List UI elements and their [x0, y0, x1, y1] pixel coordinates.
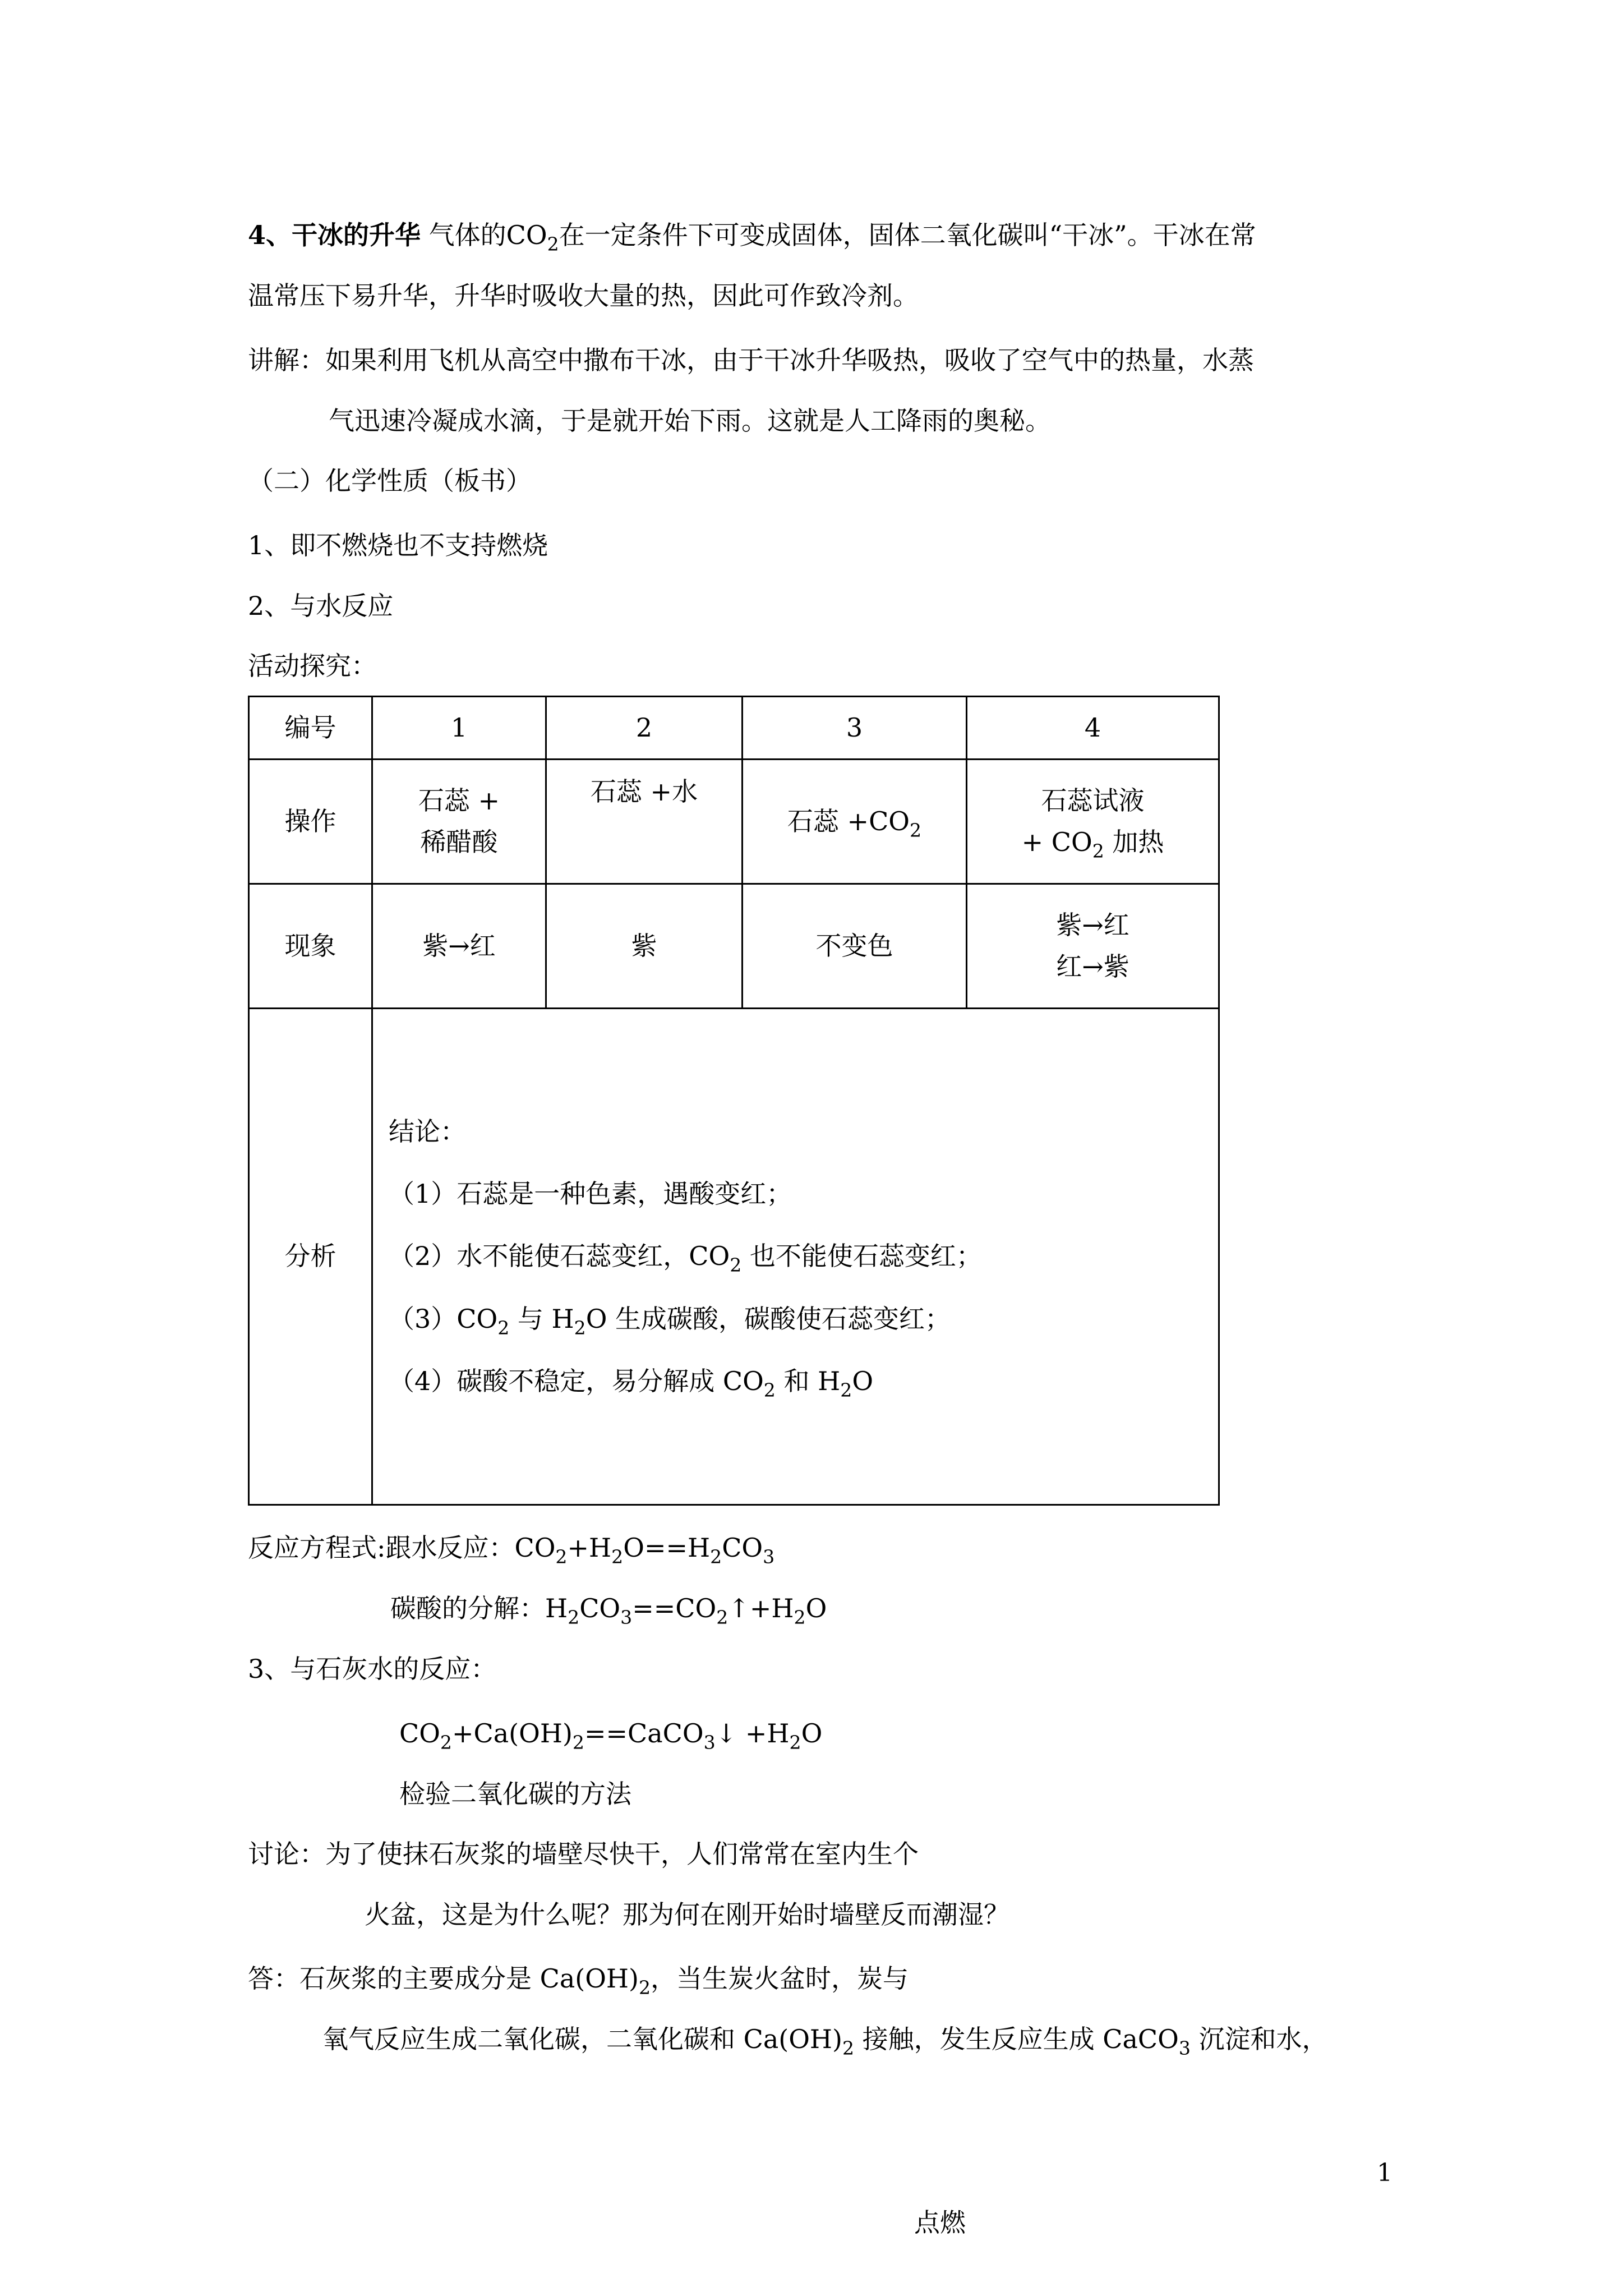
table-row — [249, 697, 1219, 760]
discuss-line2: 火盆，这是为什么呢？那为何在刚开始时墙壁反而潮湿？ — [365, 1899, 1009, 1930]
section4-title: 4、干冰的升华 — [248, 220, 421, 250]
activity-label: 活动探究： — [248, 651, 377, 681]
explain-line1: 讲解：如果利用飞机从高空中撒布干冰，由于干冰升华吸热，吸收了空气中的热量，水蒸 — [248, 345, 1254, 375]
table-row — [249, 760, 1219, 884]
cell-phenomenon-2: 紫 — [546, 884, 743, 1009]
conclusion-point-1: （1）石蕊是一种色素，遇酸变红； — [389, 1179, 792, 1209]
page-number: 1 — [1377, 2159, 1393, 2187]
explain-line2: 气迅速冷凝成水滴，于是就开始下雨。这就是人工降雨的奥秘。 — [329, 406, 1051, 436]
table-row — [249, 1009, 1219, 1505]
experiment-table — [248, 696, 1220, 1506]
answer-line1: 答：石灰浆的主要成分是 $Ca(OH)_2$，当生炭火盆时，炭与 — [248, 1963, 909, 1999]
equation-water: 反应方程式:跟水反应：$CO_2+H_2O==H_2CO_3$ — [248, 1533, 775, 1568]
discuss-line1: 讨论：为了使抹石灰浆的墙壁尽快干，人们常常在室内生个 — [248, 1839, 919, 1869]
cell-number-4: 4 — [967, 697, 1219, 760]
cell-label-number: 编号 — [249, 697, 372, 760]
equation-decompose: 碳酸的分解：$H_2CO_3==CO_2↑+H_2O$ — [390, 1593, 827, 1628]
conclusion-point-2: （2）水不能使石蕊变红，$CO_2$ 也不能使石蕊变红； — [389, 1241, 982, 1276]
footer-word: 点燃 — [914, 2207, 966, 2238]
answer-line2: 氧气反应生成二氧化碳，二氧化碳和 $Ca(OH)_2$ 接触，发生反应生成 CaCO$_3$ 沉淀和水， — [322, 2024, 1328, 2059]
cell-phenomenon-4: 紫→红 红→紫 — [967, 884, 1219, 1009]
cell-analysis — [372, 1009, 1219, 1505]
conclusion-point-4: （4）碳酸不稳定，易分解成 $CO_2$ 和 $H_2O$ — [389, 1365, 874, 1401]
cell-label-operation: 操作 — [249, 760, 372, 884]
section4-line2: 温常压下易升华，升华时吸收大量的热，因此可作致冷剂。 — [248, 280, 919, 311]
conclusion-label: 结论： — [389, 1116, 466, 1147]
section4-line1: 4、干冰的升华 气体的$CO_2$在一定条件下可变成固体，固体二氧化碳叫“干冰”。干冰在常 — [248, 220, 1256, 255]
conclusion-point-3: $(3)CO_2$ 与 $H_2O$ 生成碳酸，碳酸使石蕊变红； — [389, 1303, 951, 1339]
cell-number-1: 1 — [372, 697, 546, 760]
item-3: 3、与石灰水的反应： — [248, 1654, 497, 1684]
cell-operation-4: 石蕊试液 + $CO_2$ 加热 — [967, 760, 1219, 884]
cell-label-phenomenon: 现象 — [249, 884, 372, 1009]
item-1: 1、即不燃烧也不支持燃烧 — [248, 530, 548, 560]
verify-method: 检验二氧化碳的方法 — [399, 1779, 631, 1809]
cell-number-3: 3 — [743, 697, 967, 760]
cell-label-analysis: 分析 — [249, 1009, 372, 1505]
cell-operation-1: 石蕊 + 稀醋酸 — [372, 760, 546, 884]
cell-operation-2: 石蕊 +水 — [546, 760, 743, 884]
cell-operation-3: 石蕊 $+CO_2$ — [743, 760, 967, 884]
cell-phenomenon-1: 紫→红 — [372, 884, 546, 1009]
cell-number-2: 2 — [546, 697, 743, 760]
table-row — [249, 884, 1219, 1009]
equation-limewater: $CO_2+Ca(OH)_2==CaCO_3↓ +H_2O$ — [399, 1718, 823, 1754]
chem-heading: （二）化学性质（板书） — [248, 466, 532, 496]
item-2: 2、与水反应 — [248, 591, 394, 621]
cell-phenomenon-3: 不变色 — [743, 884, 967, 1009]
